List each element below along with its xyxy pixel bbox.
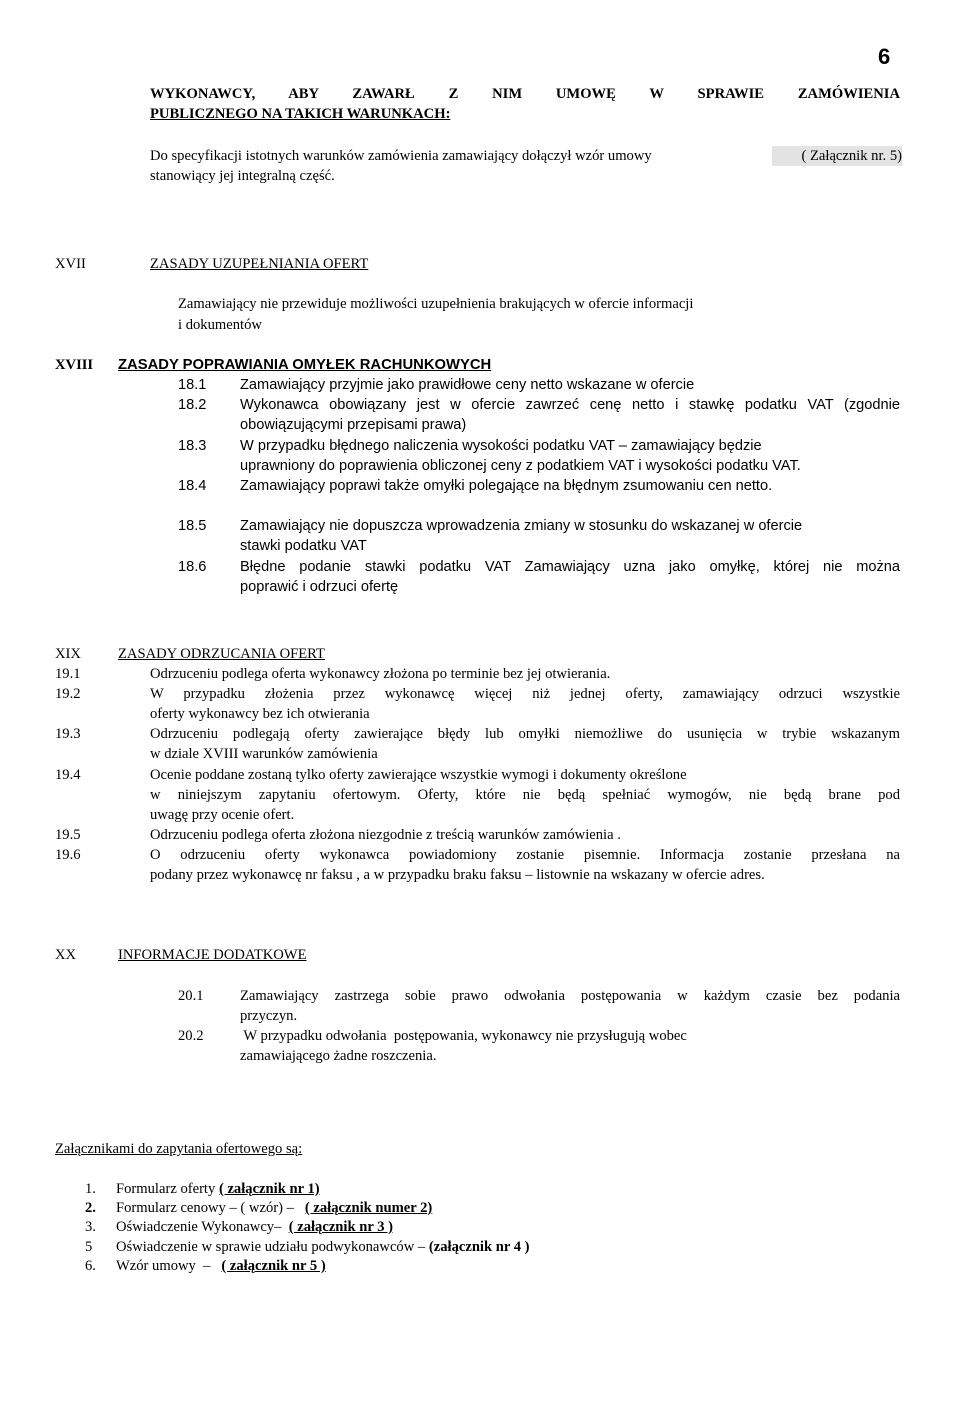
item-19-6-line2: podany przez wykonawcę nr faksu , a w przypadku braku faksu – listownie na wskazany w ofercie adres. <box>150 867 765 883</box>
attachment-ref: ( załącznik numer 2) <box>304 1200 433 1216</box>
item-18-2-line2: obowiązującymi przepisami prawa) <box>240 417 467 433</box>
attachment-text: Formularz cenowy – ( wzór) – <box>116 1200 305 1216</box>
item-20-1-line1: Zamawiający zastrzega sobie prawo odwołania postępowania w każdym czasie bez podania <box>240 988 900 1004</box>
attachment-num: 1. <box>85 1181 96 1197</box>
item-18-5-line1: Zamawiający nie dopuszcza wprowadzenia zmiany w stosunku do wskazanej w ofercie <box>240 518 803 534</box>
item-18-4-line1: Zamawiający poprawi także omyłki polegające na błędnym zsumowaniu cen netto. <box>240 478 773 494</box>
item-19-1-num: 19.1 <box>55 666 81 682</box>
attachment-text: Formularz oferty <box>116 1181 219 1197</box>
section-18-number: XVIII <box>55 357 94 373</box>
intro-text-line2: stanowiący jej integralną część. <box>150 168 335 184</box>
item-19-4-num: 19.4 <box>55 767 81 783</box>
item-18-6-line1: Błędne podanie stawki podatku VAT Zamawiający uzna jako omyłkę, której nie można <box>240 559 900 575</box>
attachment-item <box>85 1257 326 1276</box>
attachment-ref: ( załącznik nr 1) <box>218 1181 320 1197</box>
item-19-2-line2: oferty wykonawcy bez ich otwierania <box>150 706 370 722</box>
intro-text-line1: Do specyfikacji istotnych warunków zamówienia zamawiający dołączył wzór umowy <box>150 148 652 164</box>
item-18-3-line2: uprawniony do poprawienia obliczonej ceny z podatkiem VAT i wysokości podatku VAT. <box>240 458 801 474</box>
section-19-number: XIX <box>55 646 81 662</box>
item-19-5-line1: Odrzuceniu podlega oferta złożona niezgodnie z treścią warunków zamówienia . <box>150 827 621 843</box>
attachment-item <box>85 1199 432 1218</box>
item-19-2-num: 19.2 <box>55 686 81 702</box>
attachment-ref: ( załącznik nr 5 ) <box>221 1258 326 1274</box>
attachment-item <box>85 1218 393 1237</box>
item-19-3-num: 19.3 <box>55 726 81 742</box>
item-18-5-line2: stawki podatku VAT <box>240 538 367 554</box>
section-20-number: XX <box>55 947 77 963</box>
attachment-text: Oświadczenie Wykonawcy– <box>116 1219 289 1235</box>
item-19-3-line2: w dziale XVIII warunków zamówienia <box>150 746 378 762</box>
attachments-heading: Załącznikami do zapytania ofertowego są: <box>55 1141 303 1157</box>
item-18-6-num: 18.6 <box>178 559 207 575</box>
section-17-text-line2: i dokumentów <box>178 317 262 333</box>
attachment-num: 2. <box>85 1200 96 1216</box>
item-18-1-num: 18.1 <box>178 377 207 393</box>
attachment-ref: (załącznik nr 4 ) <box>428 1239 530 1255</box>
item-18-2-line1: Wykonawca obowiązany jest w ofercie zawrzeć cenę netto i stawkę podatku VAT (zgodnie <box>240 397 900 413</box>
attachment-num: 6. <box>85 1258 96 1274</box>
intro-annex-ref: ( Załącznik nr. 5) <box>772 146 902 166</box>
item-19-4-line3: uwagę przy ocenie ofert. <box>150 807 295 823</box>
item-18-4-num: 18.4 <box>178 478 207 494</box>
item-20-1-line2: przyczyn. <box>240 1008 298 1024</box>
item-18-3-num: 18.3 <box>178 438 207 454</box>
item-18-6-line2: poprawić i odrzuci ofertę <box>240 579 399 595</box>
item-19-1-line1: Odrzuceniu podlega oferta wykonawcy złożona po terminie bez jej otwierania. <box>150 666 611 682</box>
item-20-2-line1: W przypadku odwołania postępowania, wykonawcy nie przysługują wobec <box>240 1028 687 1044</box>
intro-heading-line1: WYKONAWCY, ABY ZAWARŁ Z NIM UMOWĘ W SPRAWIE ZAMÓWIENIA <box>150 86 900 102</box>
item-19-2-line1: W przypadku złożenia przez wykonawcę więcej niż jednej oferty, zamawiający odrzuci wszystkie <box>150 686 900 702</box>
attachment-text: Wzór umowy – <box>116 1258 222 1274</box>
attachment-ref: ( załącznik nr 3 ) <box>288 1219 394 1235</box>
item-19-6-num: 19.6 <box>55 847 81 863</box>
item-18-3-line1: W przypadku błędnego naliczenia wysokości podatku VAT – zamawiający będzie <box>240 438 762 454</box>
item-20-2-line2: zamawiającego żadne roszczenia. <box>240 1048 437 1064</box>
attachment-num: 5 <box>85 1239 93 1255</box>
item-20-1-num: 20.1 <box>178 988 204 1004</box>
section-20-title: INFORMACJE DODATKOWE <box>118 947 307 963</box>
section-17-number: XVII <box>55 256 86 272</box>
page-number: 6 <box>878 44 891 69</box>
item-19-6-line1: O odrzuceniu oferty wykonawca powiadomiony zostanie pisemnie. Informacja zostanie przesłana na <box>150 847 900 863</box>
item-18-5-num: 18.5 <box>178 518 207 534</box>
section-17-title: ZASADY UZUPEŁNIANIA OFERT <box>150 256 369 272</box>
intro-heading-line2: PUBLICZNEGO NA TAKICH WARUNKACH: <box>150 106 451 122</box>
attachment-item <box>85 1180 320 1199</box>
item-20-2-num: 20.2 <box>178 1028 204 1044</box>
section-17-text-line1: Zamawiający nie przewiduje możliwości uzupełnienia brakujących w ofercie informacji <box>178 296 694 312</box>
item-19-4-line1: Ocenie poddane zostaną tylko oferty zawierające wszystkie wymogi i dokumenty określone <box>150 767 687 783</box>
attachment-num: 3. <box>85 1219 96 1235</box>
section-18-title: ZASADY POPRAWIANIA OMYŁEK RACHUNKOWYCH <box>118 357 492 373</box>
item-19-3-line1: Odrzuceniu podlegają oferty zawierające błędy lub omyłki niemożliwe do usunięcia w trybie wskazanym <box>150 726 900 742</box>
item-18-2-num: 18.2 <box>178 397 207 413</box>
section-19-title: ZASADY ODRZUCANIA OFERT <box>118 646 325 662</box>
attachment-item <box>85 1238 530 1257</box>
item-19-5-num: 19.5 <box>55 827 81 843</box>
item-19-4-line2: w niniejszym zapytaniu ofertowym. Oferty, które nie będą spełniać wymogów, nie będą brane pod <box>150 787 900 803</box>
item-18-1-line1: Zamawiający przyjmie jako prawidłowe ceny netto wskazane w ofercie <box>240 377 695 393</box>
attachment-text: Oświadczenie w sprawie udziału podwykonawców – <box>116 1239 429 1255</box>
